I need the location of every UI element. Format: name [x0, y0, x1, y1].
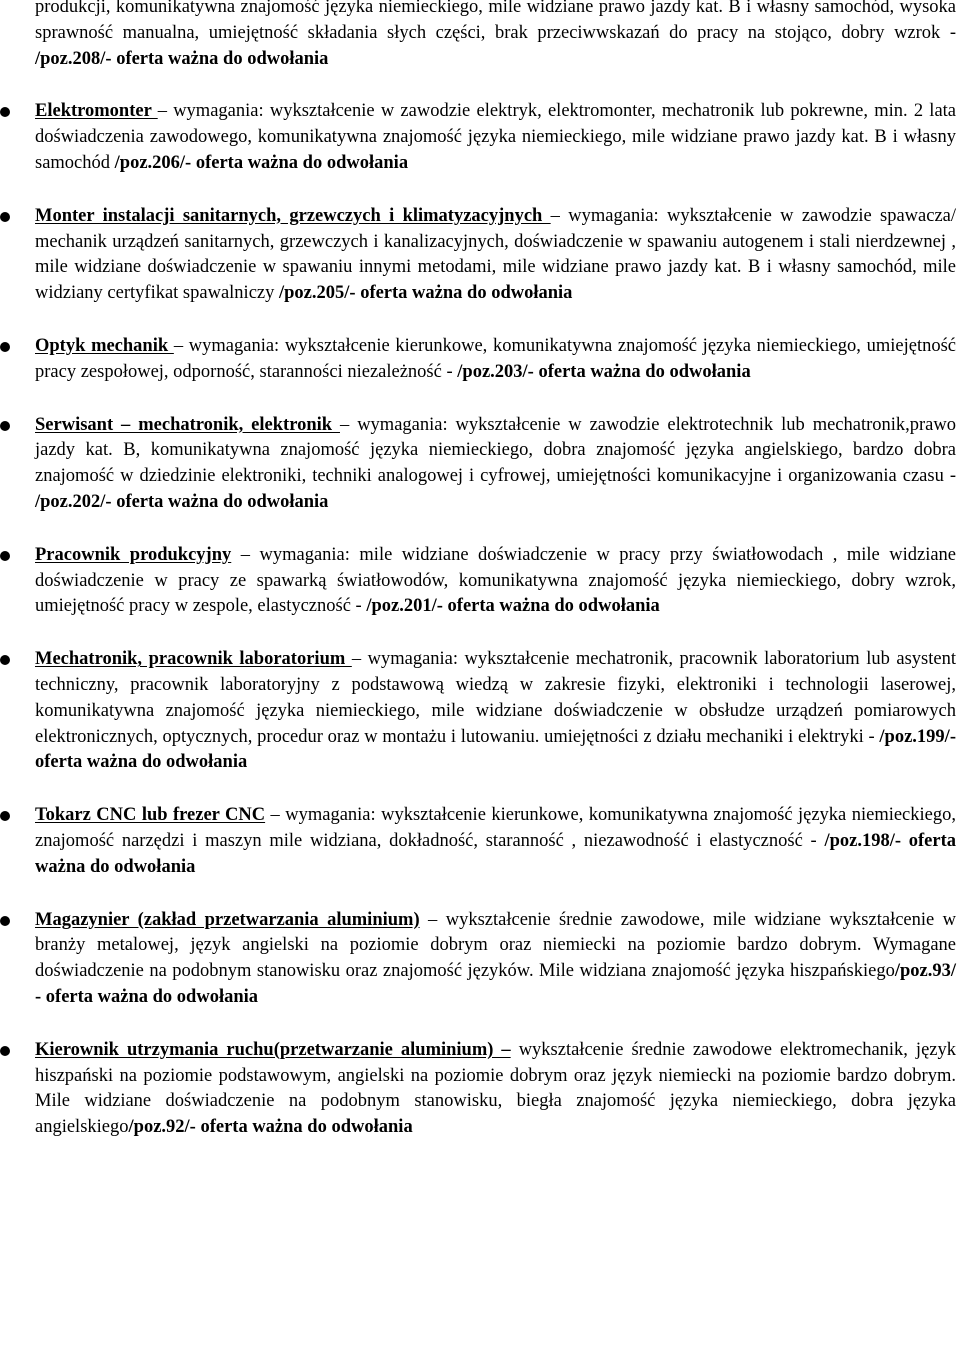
bullet-icon [0, 916, 10, 926]
job-title: Elektromonter [35, 101, 158, 122]
job-separator: – [351, 649, 368, 670]
job-listing-warehouse-worker [0, 908, 960, 1011]
job-requirements: wymagania: wykształcenie mechatronik, pracownik laboratorium lub asystent techniczny, pracownik laboratoryjny z podstawową wiedzą w zakresie fizyki, elektroniki i technologii laserowej, komunikatywna znajomość języka niemieckiego, mile widziane doświadczenie w obsłudze urządzeń pomiarowych elektronicznych, optycznych, procedur oraz w montażu i lutowaniu. umiejętności z działu mechaniki i elektryki - [35, 649, 956, 747]
bullet-icon [0, 1046, 10, 1056]
job-requirements: wymagania: wykształcenie w zawodzie elektryk, elektromonter, mechatronik lub pokrewne, min. 2 lata doświadczenia zawodowego, komunikatywna znajomość języka niemieckiego, mile widziane prawo jazdy kat. B i własny samochód [35, 101, 957, 173]
job-requirements: wymagania: mile widziane doświadczenie w pracy przy światłowodach , mile widziane doświadczenie w pracy ze spawarką światłowodów, komunikatywna znajomość języka niemieckiego, dobry wzrok, umiejętność pracy w zespole, elastyczność - [35, 544, 957, 617]
job-requirements: wymagania: wykształcenie w zawodzie spawacza/ mechanik urządzeń sanitarnych, grzewczych i kanalizacyjnych, doświadczenie w spawaniu autogenem i stali nierdzewnej , mile widziane doświadczenie w spawaniu innymi metodami, mile widziane prawo jazdy kat. B i własny samochód, mile widziany certyfikat spawalniczy [35, 205, 957, 304]
job-separator: – [157, 101, 174, 122]
job-requirements: wymagania: wykształcenie w zawodzie elektrotechnik lub mechatronik,prawo jazdy kat. B, komunikatywna znajomość języka niemieckiego, dobra znajomość języka angielskiego, bardzo dobra znajomość w dziedzinie elektroniki, techniki analogowej i cyfrowej, umiejętności komunikacyjne i organizowania czasu - [35, 414, 957, 487]
job-listing-service-mechatronic [0, 413, 960, 516]
bullet-icon [0, 655, 10, 665]
job-offer-note: /poz.206/- oferta ważna do odwołania [114, 152, 409, 173]
job-offer-note: /poz.202/- oferta ważna do odwołania [35, 491, 329, 512]
job-offer-note: /poz.199/- oferta ważna do odwołania [35, 726, 956, 773]
job-title: Monter instalacji sanitarnych, grzewczych i klimatyzacyjnych [35, 205, 551, 226]
bullet-icon [0, 551, 10, 561]
intro-paragraph [0, 0, 960, 72]
job-listing-lab-mechatronic [0, 647, 960, 776]
job-offer-note: /poz.203/- oferta ważna do odwołania [457, 361, 751, 382]
bullet-icon [0, 811, 10, 821]
job-listing-plumbing-installer [0, 204, 960, 307]
job-offer-note: /poz.198/- oferta ważna do odwołania [35, 830, 956, 877]
job-separator: – [231, 544, 260, 565]
job-separator [511, 1040, 519, 1060]
job-title: Pracownik produkcyjny [35, 544, 232, 565]
job-separator: – [173, 335, 189, 356]
job-listing-maintenance-manager [0, 1038, 960, 1141]
bullet-icon [0, 421, 10, 431]
job-requirements: wykształcenie średnie zawodowe, mile widziane wykształcenie w branży metalowej, język angielski na poziomie dobrym oraz niemiecki na poziomie bardzo dobrym. Wymagane doświadczenie na podobnym stanowisku oraz znajomość języków. Mile widziana znajomość języka hiszpańskiego [35, 909, 957, 982]
bullet-icon [0, 342, 10, 352]
job-title: Tokarz CNC lub frezer CNC [35, 805, 266, 826]
job-separator: – [265, 805, 286, 826]
job-listing-cnc-operator [0, 803, 960, 880]
job-offer-note: /poz.205/- oferta ważna do odwołania [279, 283, 573, 304]
job-listing-optician-mechanic [0, 334, 960, 386]
job-title: Magazynier (zakład przetwarzania aluminium) [35, 909, 420, 930]
job-title: Mechatronik, pracownik laboratorium [35, 649, 352, 670]
job-listing-production-worker [0, 543, 960, 620]
job-title: Optyk mechanik [35, 335, 174, 356]
job-separator: – [339, 414, 358, 435]
job-requirements: wykształcenie średnie zawodowe elektromechanik, język hiszpański na poziomie podstawowym, angielski na poziomie dobrym oraz język niemiecki na poziomie bardzo dobrym. Mile widziane doświadczenie na podobnym stanowisku, biegła znajomość języka niemieckiego, dobra języka angielskiego [35, 1039, 956, 1138]
job-offer-note: /poz.201/- oferta ważna do odwołania [366, 596, 660, 617]
job-offer-note: /poz.92/- oferta ważna do odwołania [128, 1117, 413, 1138]
job-listing-electrician [0, 99, 960, 176]
bullet-icon [0, 212, 10, 222]
bullet-icon [0, 107, 10, 117]
job-requirements: wymagania: wykształcenie kierunkowe, komunikatywna znajomość języka niemieckiego, znajomość narzędzi i maszyn mile widziana, dokładność, staranność , niezawodność i elastyczność - [35, 805, 956, 851]
job-separator: – [550, 205, 569, 226]
job-title: Kierownik utrzymania ruchu(przetwarzanie aluminium) – [35, 1039, 511, 1060]
intro-text: produkcji, komunikatywna znajomość języka niemieckiego, mile widziane prawo jazdy kat. B i własny samochód, wysoka sprawność manualna, umiejętność składania słych części, brak przeciwwskazań do pracy na stojąco, dobry wzrok - [35, 0, 956, 43]
job-offer-note: /poz.93/ - oferta ważna do odwołania [35, 961, 956, 1007]
intro-offer-note: /poz.208/- oferta ważna do odwołania [35, 48, 329, 69]
job-requirements: wymagania: wykształcenie kierunkowe, komunikatywna znajomość języka niemieckiego, umiejętność pracy zespołowej, odporność, staranności niezależność - [35, 335, 956, 382]
job-title: Serwisant – mechatronik, elektronik [35, 414, 340, 435]
job-separator: – [419, 909, 446, 930]
